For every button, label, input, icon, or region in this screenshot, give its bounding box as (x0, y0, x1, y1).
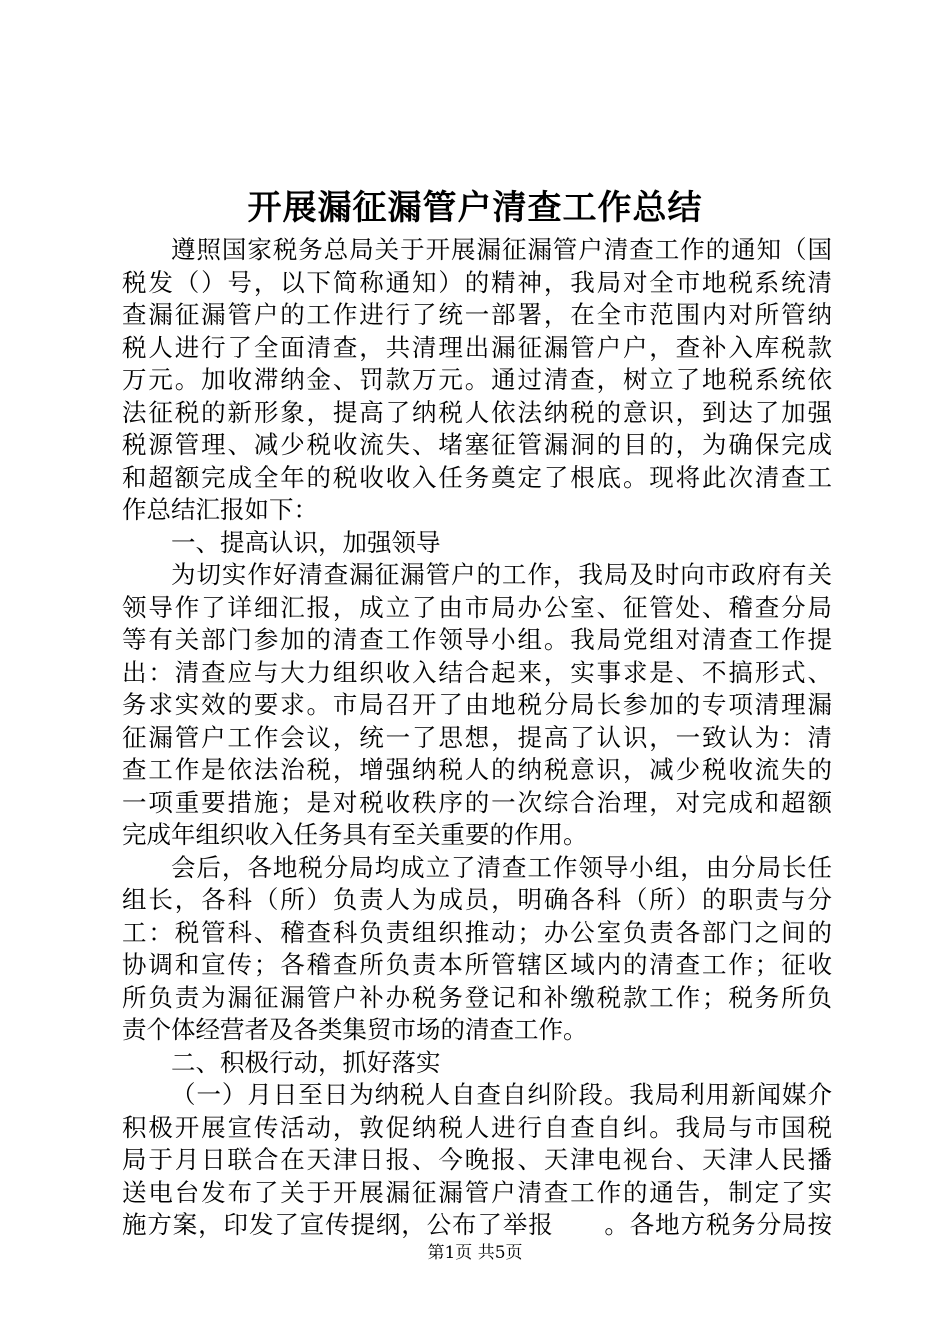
text-line: 查漏征漏管户的工作进行了统一部署，在全市范围内对所管纳 (122, 300, 832, 329)
text-line: 会后，各地税分局均成立了清查工作领导小组，由分局长任 (171, 852, 832, 882)
text-line: 遵照国家税务总局关于开展漏征漏管户清查工作的通知（国 (171, 235, 832, 264)
text-line: （一）月日至日为纳税人自查自纠阶段。我局利用新闻媒介 (171, 1080, 832, 1109)
text-line: 为切实作好清查漏征漏管户的工作，我局及时向市政府有关 (171, 560, 832, 589)
text-line: 征漏管户工作会议，统一了思想，提高了认识，一致认为：清 (122, 722, 832, 752)
text-line: 一、提高认识，加强领导 (171, 527, 441, 557)
text-line: 完成年组织收入任务具有至关重要的作用。 (122, 820, 588, 849)
text-line: 税发（）号，以下简称通知）的精神，我局对全市地税系统清 (122, 267, 832, 297)
text-line: 和超额完成全年的税收收入任务奠定了根底。现将此次清查工 (122, 462, 832, 492)
text-line: 查工作是依法治税，增强纳税人的纳税意识，减少税收流失的 (122, 755, 832, 784)
text-line: 工：税管科、稽查科负责组织推动；办公室负责各部门之间的 (122, 917, 832, 947)
document-title: 开展漏征漏管户清查工作总结 (247, 188, 703, 228)
text-line: 局于月日联合在天津日报、今晚报、天津电视台、天津人民播 (122, 1145, 832, 1174)
document-body (122, 234, 832, 1242)
text-line: 送电台发布了关于开展漏征漏管户清查工作的通告，制定了实 (122, 1177, 832, 1207)
text-line: 协调和宣传；各稽查所负责本所管辖区域内的清查工作；征收 (122, 950, 832, 979)
text-line: 一项重要措施；是对税收秩序的一次综合治理，对完成和超额 (122, 787, 832, 817)
text-line: 法征税的新形象，提高了纳税人依法纳税的意识，到达了加强 (122, 397, 832, 427)
text-line: 务求实效的要求。市局召开了由地税分局长参加的专项清理漏 (122, 690, 832, 719)
text-line: 税人进行了全面清查，共清理出漏征漏管户户，查补入库税款 (122, 332, 832, 362)
text-line: 领导作了详细汇报，成立了由市局办公室、征管处、稽查分局 (122, 592, 832, 622)
text-line: 万元。加收滞纳金、罚款万元。通过清查，树立了地税系统依 (122, 365, 832, 394)
text-line: 施方案，印发了宣传提纲，公布了举报 。各地方税务分局按 (122, 1210, 832, 1239)
text-line: 积极开展宣传活动，敦促纳税人进行自查自纠。我局与市国税 (122, 1112, 832, 1142)
text-line: 税源管理、减少税收流失、堵塞征管漏洞的目的，为确保完成 (122, 430, 832, 459)
text-line: 责个体经营者及各类集贸市场的清查工作。 (122, 1015, 588, 1044)
text-line: 等有关部门参加的清查工作领导小组。我局党组对清查工作提 (122, 625, 832, 654)
text-line: 作总结汇报如下： (122, 495, 318, 524)
page-footer: 第1页 共5页 (427, 1243, 523, 1263)
text-line: 二、积极行动，抓好落实 (171, 1047, 441, 1077)
text-line: 出：清查应与大力组织收入结合起来，实事求是、不搞形式、 (122, 657, 832, 687)
text-line: 所负责为漏征漏管户补办税务登记和补缴税款工作；税务所负 (122, 982, 832, 1012)
text-line: 组长，各科（所）负责人为成员，明确各科（所）的职责与分 (122, 885, 832, 914)
